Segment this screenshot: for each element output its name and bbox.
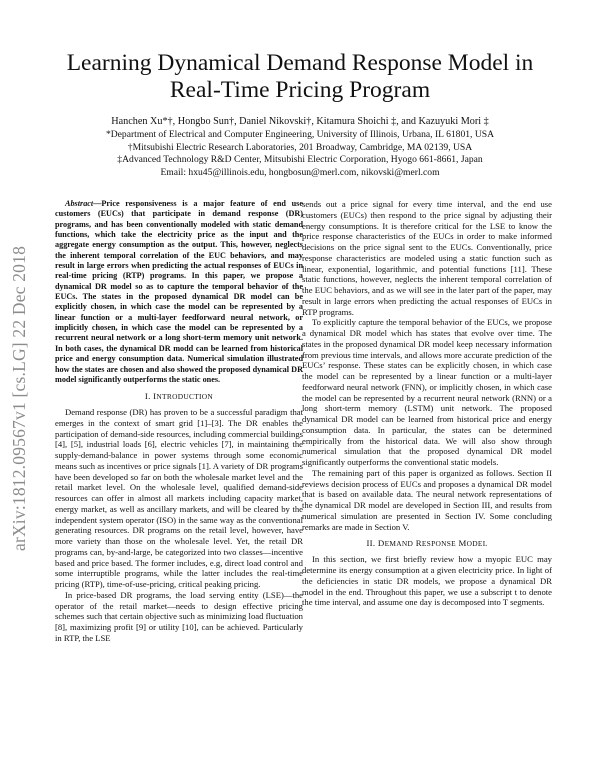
title-line-1: Learning Dynamical Demand Response Model in	[66, 50, 534, 76]
intro-paragraph-3: To explicitly capture the temporal behavior of the EUCs, we propose a dynamical DR model which has states that evolve over time. The states in the proposed dynamical DR model keep necessary information from previous time intervals, and allows more accurate prediction of the EUCs’ response. These states can be explicitly chosen, in which case the model can be represented by a linear function or a multi-layer feedforward neural network (FNN), or implicitly chosen, in which case the model can be represented by a recurrent neural network (RNN) or a long short-term memory (LSTM) unit network. The proposed dynamical DR model can be learned from historical price and energy consumption data. In particular, the states can be determined empirically from the historical data. We will also show through numerical simulation that the proposed dynamical DR model significantly outperforms the conventional static models.	[302, 317, 552, 467]
paper-title	[40, 50, 560, 104]
intro-paragraph-4: The remaining part of this paper is organized as follows. Section II reviews decision process of EUCs and proposes a dynamical DR model that is based on available data. The neural network representations of the dynamical DR model are developed in Section III, and results from numerical simulation are presented in Section IV. Some concluding remarks are made in Section V.	[302, 467, 552, 532]
intro-paragraph-2-continued: sends out a price signal for every time interval, and the end use customers (EUCs) then respond to the price signal by adjusting their energy consumptions. It is therefore critical for the LSE to know the price response characteristics of the EUCs in order to make informed decisions on the price signal sent to the EUCs. Conventionally, price response characteristics are modeled using a static function such as linear, exponential, logarithmic, and potential functions [11]. These static functions, however, neglects the inherent temporal correlation of the EUC behaviors, and as we will see in the later part of the paper, may result in large errors when predicting the actual responses of EUCs in RTP programs.	[302, 199, 552, 317]
section-heading-introduction: I. INTRODUCTION	[144, 391, 214, 402]
affiliation-2: †Mitsubishi Electric Research Laboratories, 201 Broadway, Cambridge, MA 02139, USA	[127, 141, 473, 153]
intro-paragraph-1: Demand response (DR) has proven to be a successful paradigm that emerges in the context of smart grid [1]–[3]. The DR enables the participation of demand-side resources, including commercial buildings [4], [5], industrial loads [6], electric vehicles [7], in maintaining the supply-demand-balance in power systems through some economic means such as incentives or price signals [1]. A variety of DR programs have been developed so far on both the wholesale market level and the retail market level. On the wholesale level, qualified demand-side resources can offer in almost all markets including capacity market, energy market, as well as ancillary markets, and will be cleared by the independent system operator (ISO) in the same way as the conventional generating resources. DR programs on the retail level, however, have more variety than those on the wholesale level. Yet, the retail DR programs can, by-and-large, be categorized into two classes—incentive based and price based. The former includes, e.g, direct load control and some interruptible programs, while the latter includes the real-time pricing (RTP), time-of-use-pricing, critical peaking pricing.	[55, 407, 303, 590]
title-line-2: Real-Time Pricing Program	[169, 77, 431, 103]
abstract	[55, 199, 303, 385]
arxiv-identifier-stamp	[2, 188, 38, 608]
right-column	[302, 199, 552, 608]
section-2-paragraph-1: In this section, we first briefly review how a myopic EUC may determine its energy consumption at a given electricity price. In light of the deficiencies in static DR models, we propose a dynamical DR model in the end. Throughout this paper, we use a subscript t to denote the time interval, and assume one day is decomposed into T segments.	[302, 554, 552, 608]
section-heading-demand-response-model: II. DEMAND RESPONSE MODEL	[366, 538, 488, 549]
abstract-lead: Abstract	[65, 199, 94, 208]
author-emails: Email: hxu45@illinois.edu, hongbosun@merl.com, nikovski@merl.com	[160, 166, 440, 178]
arxiv-identifier-text: arXiv:1812.09567v1 [cs.LG] 22 Dec 2018	[9, 245, 30, 551]
affiliation-1: *Department of Electrical and Computer Engineering, University of Illinois, Urbana, IL 61801, USA	[105, 129, 495, 141]
left-column	[55, 199, 303, 644]
abstract-body: —Price responsiveness is a major feature of end use customers (EUCs) that participate in demand response (DR) programs, and has been conventionally modeled with static demand functions, which take the electricity price as the input and the aggregate energy consumption as the output. This, however, neglects the inherent temporal correlation of the EUC behaviors, and may result in large errors when predicting the actual responses of EUCs in real-time pricing (RTP) programs. In this paper, we propose a dynamical DR model so as to capture the temporal behavior of the EUCs. The states in the proposed dynamical DR model can be explicitly chosen, in which case the model can be represented by a linear function or a multi-layer feedforward neural network, or implicitly chosen, in which case the model can be represented by a recurrent neural network or a long short-term memory unit network. In both cases, the dynamical DR modd can be learned from historical price and energy consumption data. Numerical simulation illustrated how the states are chosen and also showed the proposed dynamical DR model significantly outperforms the static ones.	[55, 199, 303, 384]
author-names: Hanchen Xu*†, Hongbo Sun†, Daniel Nikovski†, Kitamura Shoichi ‡, and Kazuyuki Mori ‡	[111, 116, 489, 127]
intro-paragraph-2: In price-based DR programs, the load serving entity (LSE)—the operator of the retail market—needs to design effective pricing schemes such that certain objective such as minimizing load fluctuation [8], maximizing profit [9] or utility [10], can be achieved. Particularly in RTP, the LSE	[55, 589, 303, 643]
author-block	[40, 116, 560, 179]
affiliation-3: ‡Advanced Technology R&D Center, Mitsubishi Electric Corporation, Hyogo 661-8661, Japan	[117, 154, 483, 166]
